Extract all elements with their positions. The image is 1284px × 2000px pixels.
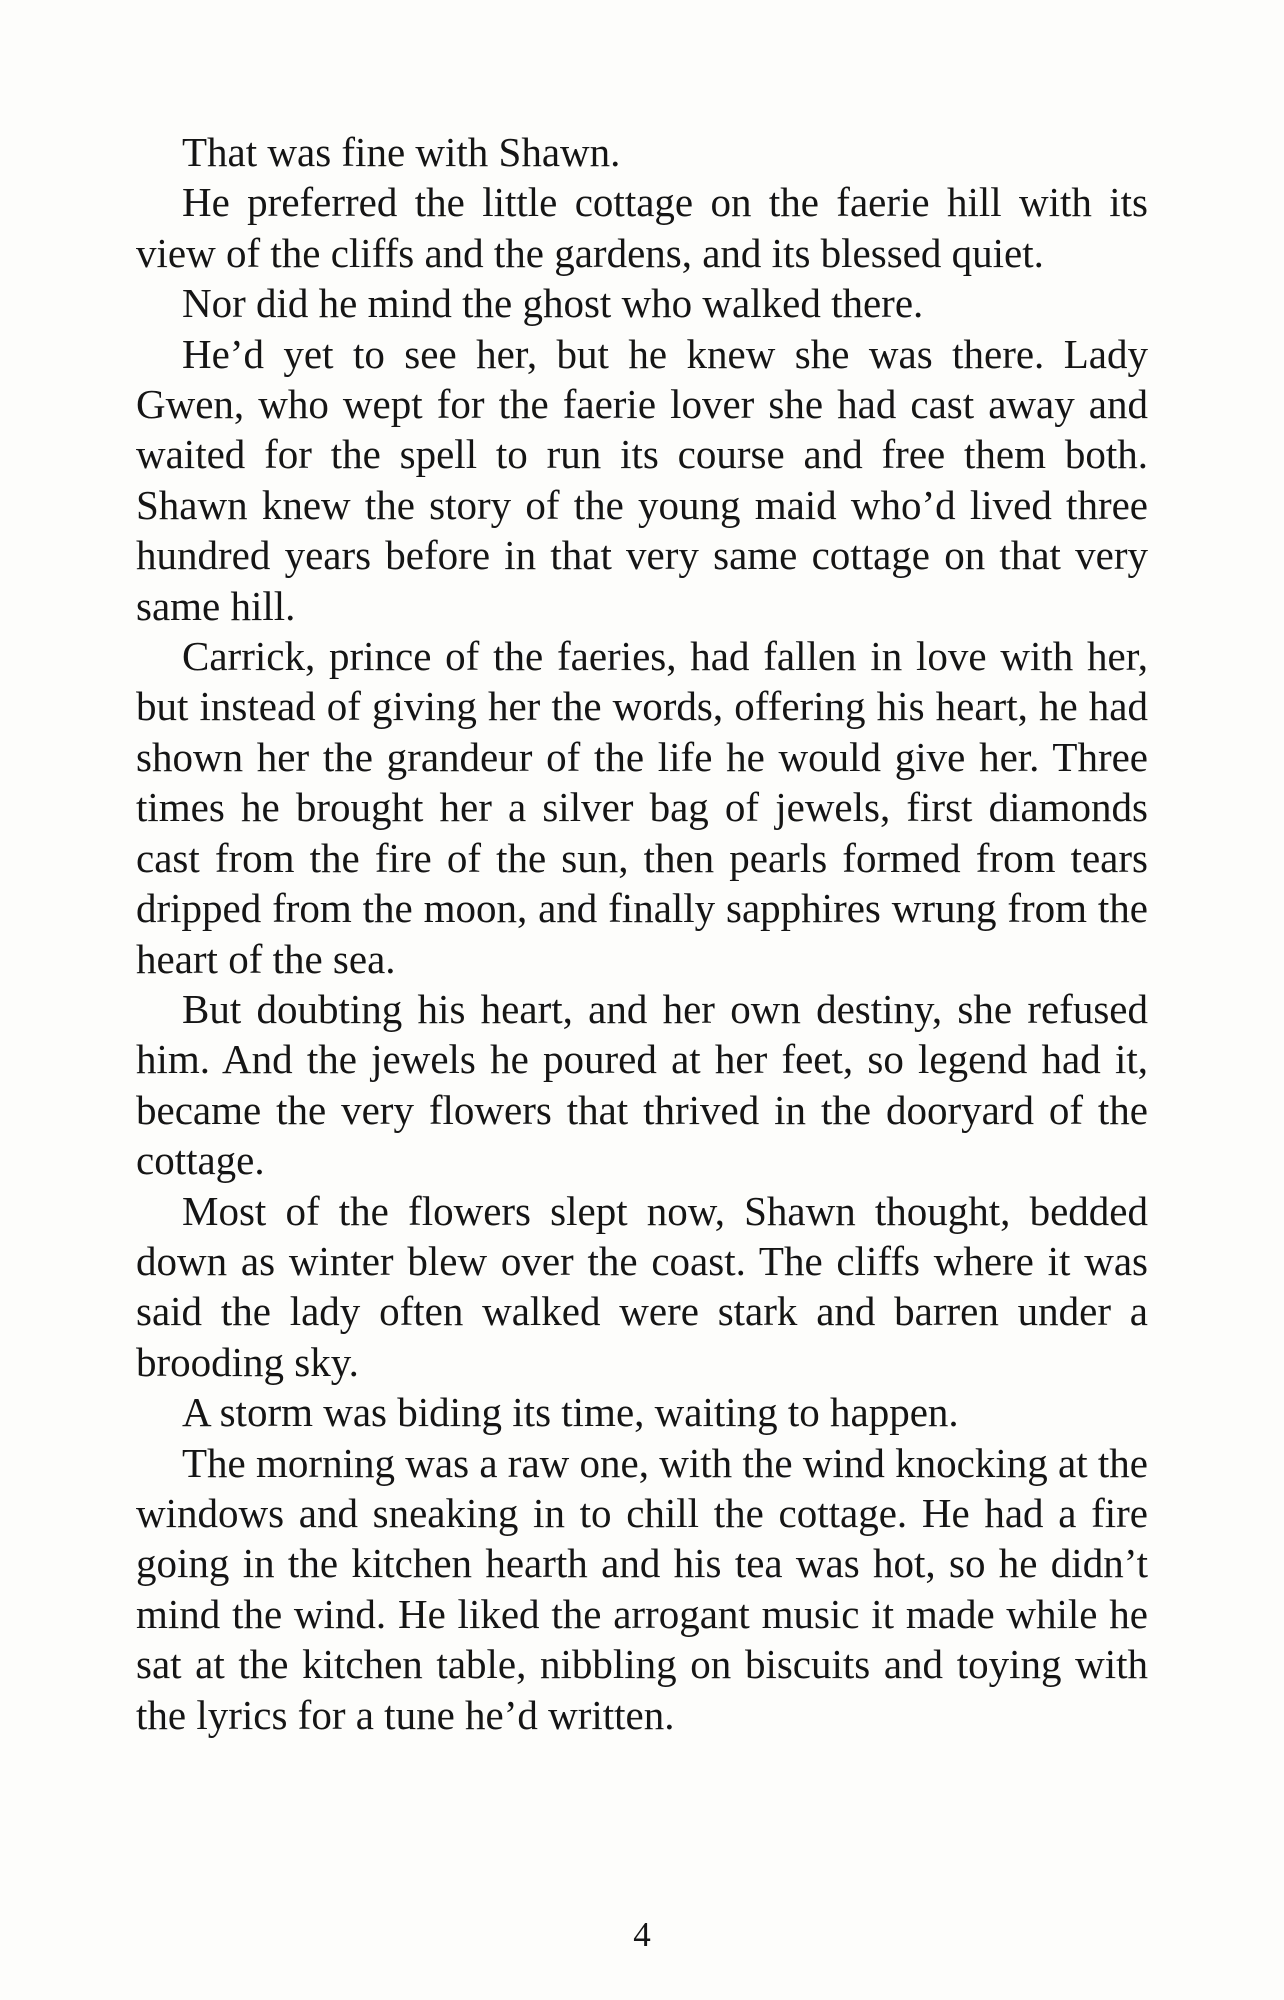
page-number: 4: [633, 1915, 651, 1954]
paragraph: The morning was a raw one, with the wind knocking at the windows and sneaking in to chill the cottage. He had a fire going in the kitchen hearth and his tea was hot, so he didn’t mind the wind. He liked the arrogant music it made while he sat at the kitchen table, nibbling on biscuits and toying with the lyrics for a tune he’d written.: [136, 1439, 1148, 1738]
paragraph: He’d yet to see her, but he knew she was there. Lady Gwen, who wept for the faerie lover she had cast away and waited for the spell to run its course and free them both. Shawn knew the story of the young maid who’d lived three hundred years before in that very same cottage on that very same hill.: [136, 330, 1148, 629]
body-text: [136, 127, 1148, 1740]
paragraph: Most of the flowers slept now, Shawn thought, bedded down as winter blew over the coast. The cliffs where it was said the lady often walked were stark and barren under a brooding sky.: [136, 1187, 1148, 1385]
paragraph: That was fine with Shawn.: [182, 129, 621, 175]
paragraph: But doubting his heart, and her own destiny, she refused him. And the jewels he poured at her feet, so legend had it, became the very flowers that thrived in the dooryard of the cottage.: [136, 985, 1148, 1184]
paragraph: Nor did he mind the ghost who walked there.: [182, 280, 924, 327]
paragraph: He preferred the little cottage on the faerie hill with its view of the cliffs and the gardens, and its blessed quiet.: [136, 179, 1148, 276]
paragraph: A storm was biding its time, waiting to happen.: [182, 1389, 959, 1436]
paragraph: Carrick, prince of the faeries, had fallen in love with her, but instead of giving her the words, offering his heart, he had shown her the grandeur of the life he would give her. Three times he brought her a silver bag of jewels, first diamonds cast from the fire of the sun, then pearls formed from tears dripped from the moon, and finally sapphires wrung from the heart of the sea.: [136, 633, 1148, 982]
